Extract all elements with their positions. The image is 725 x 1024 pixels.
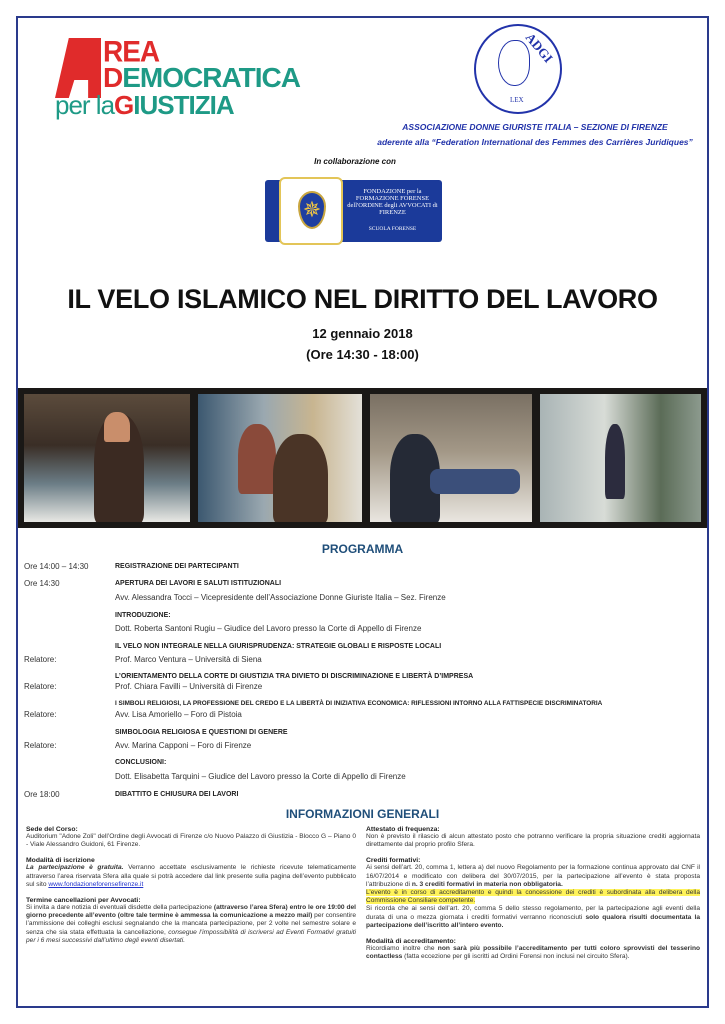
attestato-title: Attestato di frequenza:	[366, 826, 440, 833]
program-speaker: Dott. Roberta Santoni Rugiu – Giudice del Lavoro presso la Corte di Appello di Firenze	[115, 624, 422, 633]
sede-text: Auditorium "Adone Zoli" dell’Ordine degli Avvocati di Firenze c/o Nuovo Palazzo di Giustizia - Blocco G – Piano 0 - Viale Alessandro Guidoni, 61 Firenze.	[26, 833, 356, 849]
program-role: Relatore:	[24, 655, 57, 664]
iscrizione-text: La partecipazione è gratuita. Verranno accettate esclusivamente le richieste ricevute telematicamente attraverso l’area riservata Sfera alla quale si potrà accedere dal link presente sulla pagina dell’evento pubblicato sul sito www.fondazioneforensefirenze.it	[26, 864, 356, 888]
info-heading: INFORMAZIONI GENERALI	[285, 807, 440, 821]
photo-3	[370, 394, 532, 522]
event-title: IL VELO ISLAMICO NEL DIRITTO DEL LAVORO	[67, 284, 658, 314]
info-left-column	[26, 826, 356, 953]
accreditamento-title: Modalità di accreditamento:	[366, 938, 456, 946]
event-date: 12 gennaio 2018	[312, 326, 413, 341]
program-item: L’ORIENTAMENTO DELLA CORTE DI GIUSTIZIA TRA DIVIETO DI DISCRIMINAZIONE E LIBERTÀ D’IMPRESA	[115, 673, 474, 680]
fondazione-sub: SCUOLA FORENSE	[368, 226, 417, 232]
program-item: APERTURA DEI LAVORI E SALUTI ISTITUZIONALI	[115, 580, 282, 587]
event-time: (Ore 14:30 - 18:00)	[306, 347, 419, 362]
fondazione-link[interactable]: www.fondazioneforensefirenze.it	[48, 880, 144, 888]
accreditamento-text: Ricordiamo inoltre che non sarà più possibile l’accreditamento per tutti coloro sprovvisti del tesserino contactless (fatta eccezione per gli iscritti ad Ordini Forensi non inclusi nel circuito Sfera).	[366, 945, 700, 961]
program-time: Ore 14:30	[24, 579, 60, 588]
program-speaker: Avv. Lisa Amoriello – Foro di Pistoia	[115, 710, 242, 719]
program-item: DIBATTITO E CHIUSURA DEI LAVORI	[115, 791, 239, 798]
program-role: Relatore:	[24, 741, 57, 750]
logo-initial-a	[55, 38, 101, 98]
program-speaker: Dott. Elisabetta Tarquini – Giudice del Lavoro presso la Corte di Appello di Firenze	[115, 772, 406, 781]
program-item: IL VELO NON INTEGRALE NELLA GIURISPRUDENZA: STRATEGIE GLOBALI E RISPOSTE LOCALI	[115, 643, 442, 650]
program-time: Ore 14:00 – 14:30	[24, 562, 89, 571]
programma-heading: PROGRAMMA	[321, 542, 404, 556]
sede-title: Sede del Corso:	[26, 826, 78, 833]
federation-line: aderente alla “Federation International des Femmes des Carrières Juridiques”	[377, 137, 693, 147]
program-role: Relatore:	[24, 710, 57, 719]
photo-4	[540, 394, 701, 522]
program-item: SIMBOLOGIA RELIGIOSA E QUESTIONI DI GENERE	[115, 729, 288, 736]
seal-figure	[498, 40, 530, 86]
seal-lex: LEX	[510, 96, 524, 104]
cancellazioni-text: Si invita a dare notizia di eventuali disdette della partecipazione (attraverso l’area Sfera) entro le ore 19:00 del giorno precedente all’evento (oltre tale termine è ammessa la comunicazione a mezzo mail) per consentire l’ammissione dei colleghi esclusi segnalando che la mancata partecipazione, per 2 volte nel semestre solare e senza che sia stata effettuata la cancellazione, consegue l’impossibilità di iscriversi ad Eventi Formativi gratuiti per i 6 mesi successivi dall’ultimo degli eventi disertati.	[26, 904, 356, 944]
program-time: Ore 18:00	[24, 790, 60, 799]
adgi-seal-logo	[474, 24, 562, 114]
photo-2	[198, 394, 362, 522]
program-speaker: Avv. Marina Capponi – Foro di Firenze	[115, 741, 252, 750]
compass-star-icon: ✵	[298, 191, 326, 229]
photo-1	[24, 394, 190, 522]
program-item: REGISTRAZIONE DEI PARTECIPANTI	[115, 563, 239, 570]
shield-frame	[279, 177, 343, 245]
photo-strip	[18, 388, 707, 528]
attestato-text: Non è previsto il rilascio di alcun attestato posto che potranno verificare la propria situazione crediti aggiornata direttamente dal proprio profilo Sfera.	[366, 833, 700, 849]
area-democratica-logo	[55, 36, 325, 122]
program-item: CONCLUSIONI:	[115, 759, 167, 766]
program-speaker: Avv. Alessandra Tocci – Vicepresidente dell’Associazione Donne Giuriste Italia – Sez. Firenze	[115, 593, 446, 602]
fondazione-logo	[265, 180, 442, 242]
logo-line-3: per laGIUSTIZIA	[55, 90, 234, 120]
program-item: I SIMBOLI RELIGIOSI, LA PROFESSIONE DEL CREDO E LA LIBERTÀ DI INIZIATIVA ECONOMICA: RIFLESSIONI INTORNO ALLA FATTISPECIE DISCRIMINATORIA	[115, 700, 603, 707]
program-role: Relatore:	[24, 682, 57, 691]
cancellazioni-title: Termine cancellazioni per Avvocati:	[26, 897, 141, 905]
crediti-text: Ai sensi dell’art. 20, comma 1, lettera a) del nuovo Regolamento per la formazione continua approvato dal CNF il 16/07/2014 e modificato con delibera del 30/07/2015, per la partecipazione all’evento è stata proposta l’attribuzione di n. 3 crediti formativi in materia non obbligatoria. L’evento è in corso di accreditamento e quindi la concessione dei crediti è subordinata alla delibera della Commissione Consiliare competente. Si ricorda che ai sensi dell’art. 20, comma 5 dello stesso regolamento, per la partecipazione agli eventi della durata di una o mezza giornata i crediti formativi verranno riconosciuti solo qualora risulti documentata la partecipazione dell’iscritto all’intero evento.	[366, 864, 700, 929]
program-speaker: Prof. Marco Ventura – Università di Siena	[115, 655, 262, 664]
collaboration-label: In collaborazione con	[314, 157, 396, 166]
program-speaker: Prof. Chiara Favilli – Università di Firenze	[115, 682, 263, 691]
seal-text: ADGI	[522, 29, 557, 66]
association-name: ASSOCIAZIONE DONNE GIURISTE ITALIA – SEZIONE DI FIRENZE	[402, 122, 668, 132]
program-item: INTRODUZIONE:	[115, 612, 171, 619]
logo-line-2: DEMOCRATICA	[103, 62, 300, 93]
accreditation-highlight: L’evento è in corso di accreditamento e quindi la concessione dei crediti è subordinata alla delibera della Commissione Consiliare competente.	[366, 889, 700, 905]
info-right-column	[366, 826, 700, 969]
crediti-title: Crediti formativi:	[366, 857, 421, 865]
fondazione-text: FONDAZIONE per la FORMAZIONE FORENSE dell'ORDINE degli AVVOCATI di FIRENZE	[347, 188, 438, 216]
logo-line-1: REA	[103, 35, 160, 68]
iscrizione-title: Modalità di iscrizione	[26, 857, 95, 865]
